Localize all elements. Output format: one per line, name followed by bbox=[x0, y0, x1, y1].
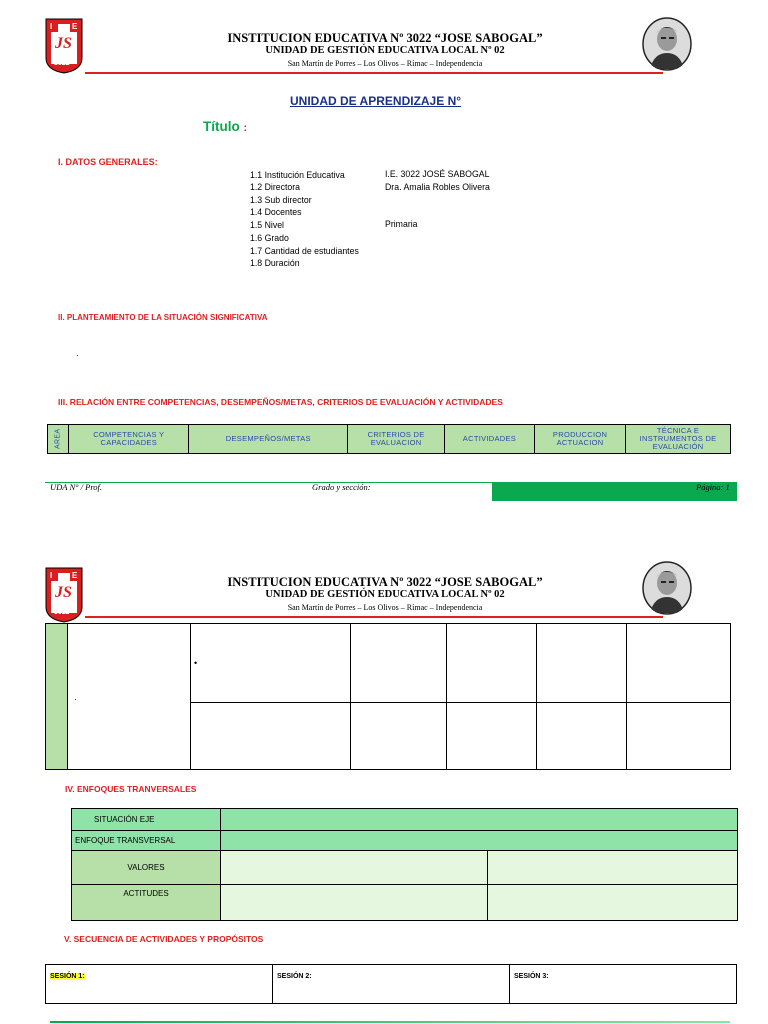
competencias-header-table bbox=[47, 424, 731, 454]
enfoque-transversal-label: ENFOQUE TRANSVERSAL bbox=[72, 831, 221, 851]
header-divider-2 bbox=[85, 616, 663, 618]
criterios-cell-2[interactable] bbox=[351, 703, 447, 770]
tecnica-cell-2[interactable] bbox=[627, 703, 731, 770]
situacion-body: . bbox=[76, 348, 79, 358]
session-1-cell[interactable] bbox=[46, 965, 273, 1004]
actividades-cell-2[interactable] bbox=[447, 703, 536, 770]
founder-portrait-2 bbox=[642, 561, 692, 615]
unit-title: UNIDAD DE APRENDIZAJE N° bbox=[290, 94, 462, 108]
dg-value-2: Dra. Amalia Robles Olivera bbox=[385, 182, 490, 193]
section-ii-heading: II. PLANTEAMIENTO DE LA SITUACIÓN SIGNIFICATIVA bbox=[58, 313, 268, 322]
logo-letter-i: I bbox=[50, 571, 53, 580]
session-3-cell[interactable] bbox=[510, 965, 737, 1004]
col-competencias: COMPETENCIAS Y CAPACIDADES bbox=[69, 425, 189, 454]
bottom-edge-line bbox=[50, 1021, 730, 1023]
section-v-heading: V. SECUENCIA DE ACTIVIDADES Y PROPÓSITOS bbox=[64, 934, 264, 944]
districts-2: San Martín de Porres – Los Olivos – Rímac – Independencia bbox=[287, 603, 483, 612]
dg-label-2: 1.2 Directora bbox=[250, 182, 301, 193]
col-actividades: ACTIVIDADES bbox=[444, 425, 534, 454]
section-i-heading: I. DATOS GENERALES: bbox=[58, 157, 158, 167]
desempenos-bullet: • bbox=[193, 658, 198, 668]
footer-uda: UDA N° / Prof. bbox=[50, 482, 103, 492]
logo-letter-e: E bbox=[72, 22, 78, 31]
sesiones-table bbox=[45, 964, 737, 1004]
footer-pagina: Página: 1 bbox=[696, 482, 730, 492]
logo-letter-i: I bbox=[50, 22, 53, 31]
criterios-cell-1[interactable] bbox=[351, 624, 447, 703]
competencias-body-table bbox=[45, 623, 731, 770]
ugel-name-2: UNIDAD DE GESTIÓN EDUCATIVA LOCAL Nº 02 bbox=[265, 589, 505, 600]
tecnica-cell-1[interactable] bbox=[627, 624, 731, 703]
dg-label-8: 1.8 Duración bbox=[250, 258, 300, 269]
dg-value-1: I.E. 3022 JOSÉ SABOGAL bbox=[385, 169, 490, 180]
dg-label-1: 1.1 Institución Educativa bbox=[250, 170, 345, 181]
area-cell[interactable] bbox=[46, 624, 68, 770]
footer-line bbox=[45, 482, 493, 483]
col-area: AREA bbox=[48, 425, 69, 454]
institution-name-2: INSTITUCION EDUCATIVA Nº 3022 “JOSE SABOGAL” bbox=[227, 575, 543, 589]
dg-label-5: 1.5 Nivel bbox=[250, 220, 285, 231]
section-iii-heading: III. RELACIÓN ENTRE COMPETENCIAS, DESEMPEÑOS/METAS, CRITERIOS DE EVALUACIÓN Y ACTIVIDADES bbox=[58, 397, 503, 407]
col-desempenos: DESEMPEÑOS/METAS bbox=[189, 425, 348, 454]
situacion-eje-label: SITUACIÓN EJE bbox=[72, 809, 221, 831]
logo-year: 3022 bbox=[54, 60, 70, 67]
valores-value-1[interactable] bbox=[221, 851, 488, 885]
actitudes-value-2[interactable] bbox=[488, 885, 738, 921]
districts: San Martín de Porres – Los Olivos – Rímac – Independencia bbox=[287, 59, 483, 68]
footer-grado: Grado y sección: bbox=[312, 482, 371, 492]
situacion-eje-value[interactable] bbox=[221, 809, 738, 831]
dg-value-5: Primaria bbox=[385, 219, 418, 230]
actitudes-value-1[interactable] bbox=[221, 885, 488, 921]
institution-name: INSTITUCION EDUCATIVA Nº 3022 “JOSE SABOGAL” bbox=[227, 31, 543, 45]
titulo-label bbox=[203, 119, 247, 134]
logo-mark: JS bbox=[55, 584, 72, 601]
valores-label: VALORES bbox=[72, 851, 221, 885]
valores-value-2[interactable] bbox=[488, 851, 738, 885]
session-2-cell[interactable] bbox=[273, 965, 510, 1004]
competencias-cell[interactable] bbox=[68, 624, 191, 770]
actitudes-label: ACTITUDES bbox=[72, 885, 221, 921]
col-criterios: CRITERIOS DE EVALUACION bbox=[348, 425, 445, 454]
session-3-label: SESIÓN 3: bbox=[514, 973, 549, 980]
logo-mark: JS bbox=[55, 35, 72, 52]
header-divider bbox=[85, 72, 663, 74]
dg-label-6: 1.6 Grado bbox=[250, 233, 289, 244]
dg-label-3: 1.3 Sub director bbox=[250, 195, 312, 206]
dg-label-7: 1.7 Cantidad de estudiantes bbox=[250, 246, 359, 257]
competencias-dot: . bbox=[74, 691, 77, 702]
col-tecnica: TÉCNICA E INSTRUMENTOS DE EVALUACIÓN bbox=[626, 425, 731, 454]
enfoques-table bbox=[71, 808, 738, 921]
enfoque-transversal-value[interactable] bbox=[221, 831, 738, 851]
logo-year: 3022 bbox=[54, 609, 70, 616]
dg-label-4: 1.4 Docentes bbox=[250, 207, 302, 218]
logo-letter-e: E bbox=[72, 571, 78, 580]
school-logo bbox=[45, 18, 83, 74]
desempenos-cell-1[interactable] bbox=[190, 624, 350, 703]
session-2-label: SESIÓN 2: bbox=[277, 973, 312, 980]
section-iv-heading: IV. ENFOQUES TRANVERSALES bbox=[65, 784, 197, 794]
desempenos-cell-2[interactable] bbox=[190, 703, 350, 770]
produccion-cell-2[interactable] bbox=[536, 703, 626, 770]
col-produccion: PRODUCCION ACTUACION bbox=[535, 425, 626, 454]
produccion-cell-1[interactable] bbox=[536, 624, 626, 703]
actividades-cell-1[interactable] bbox=[447, 624, 536, 703]
founder-portrait bbox=[642, 17, 692, 71]
titulo-colon: : bbox=[243, 122, 248, 134]
session-1-label: SESIÓN 1: bbox=[50, 973, 85, 980]
school-logo-2 bbox=[45, 567, 83, 623]
ugel-name: UNIDAD DE GESTIÓN EDUCATIVA LOCAL Nº 02 bbox=[265, 45, 505, 56]
titulo-text: Título bbox=[203, 119, 240, 134]
